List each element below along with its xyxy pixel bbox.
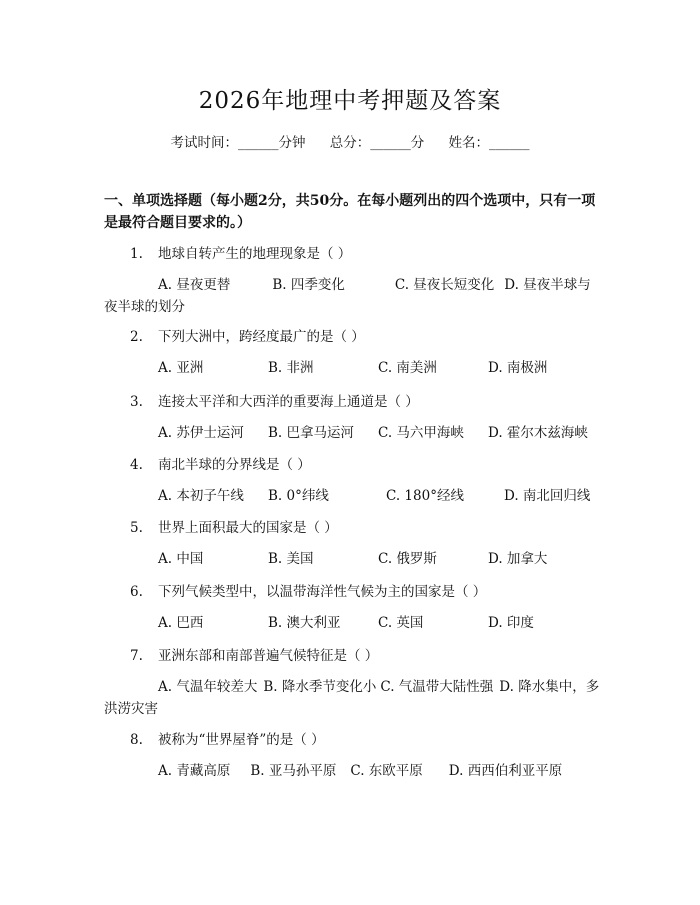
options-7 bbox=[104, 676, 600, 720]
option-b: B. 巴拿马运河 bbox=[268, 425, 355, 441]
question-4 bbox=[130, 455, 600, 475]
question-number: 3. bbox=[130, 394, 143, 410]
option-c: C. 英国 bbox=[378, 615, 424, 631]
option-a: A. 亚洲 bbox=[158, 360, 204, 376]
option-d: D. 霍尔木兹海峡 bbox=[488, 425, 588, 441]
question-text: 亚洲东部和南部普遍气候特征是（ ） bbox=[158, 648, 379, 664]
question-number: 7. bbox=[130, 648, 143, 664]
student-name: 姓名：______ bbox=[448, 135, 530, 151]
option-a: A. 青藏高原 bbox=[158, 763, 231, 779]
option-c: C. 俄罗斯 bbox=[378, 551, 437, 567]
question-text: 世界上面积最大的国家是（ ） bbox=[158, 520, 338, 536]
question-5 bbox=[130, 518, 600, 538]
option-b: B. 澳大利亚 bbox=[268, 615, 341, 631]
option-b: B. 美国 bbox=[268, 551, 314, 567]
option-a: A. 气温年较差大 bbox=[158, 679, 258, 695]
question-2 bbox=[130, 327, 600, 347]
options-8 bbox=[104, 760, 600, 782]
question-7 bbox=[130, 646, 600, 666]
options-5 bbox=[104, 548, 600, 570]
section-heading: 一、单项选择题（每小题2分，共50分。在每小题列出的四个选项中，只有一项是最符合题目要求的。） bbox=[104, 193, 596, 231]
options-6 bbox=[104, 612, 600, 634]
page-title: 2026年地理中考押题及答案 bbox=[198, 88, 502, 114]
exam-score: 总分：______分 bbox=[329, 135, 425, 151]
question-3 bbox=[130, 392, 600, 412]
option-b: B. 0°纬线 bbox=[268, 488, 329, 504]
question-text: 被称为“世界屋脊”的是（ ） bbox=[158, 732, 325, 748]
question-number: 1. bbox=[130, 246, 143, 262]
exam-info bbox=[0, 131, 700, 151]
option-b: B. 亚马孙平原 bbox=[250, 763, 337, 779]
option-d: D. 南北回归线 bbox=[504, 488, 591, 504]
options-4 bbox=[104, 485, 600, 507]
question-6 bbox=[130, 582, 600, 602]
question-number: 4. bbox=[130, 457, 143, 473]
options-2 bbox=[104, 357, 600, 379]
option-b: B. 非洲 bbox=[268, 360, 314, 376]
option-c: C. 180°经线 bbox=[386, 488, 464, 504]
option-c: C. 气温带大陆性强 bbox=[380, 679, 494, 695]
question-text: 南北半球的分界线是（ ） bbox=[158, 457, 311, 473]
question-text: 连接太平洋和大西洋的重要海上通道是（ ） bbox=[158, 394, 419, 410]
question-number: 8. bbox=[130, 732, 143, 748]
option-b: B. 降水季节变化小 bbox=[263, 679, 377, 695]
question-text: 下列气候类型中，以温带海洋性气候为主的国家是（ ） bbox=[158, 584, 487, 600]
options-1 bbox=[104, 274, 600, 318]
question-text: 地球自转产生的地理现象是（ ） bbox=[158, 246, 352, 262]
options-3 bbox=[104, 422, 600, 444]
option-d: D. 西西伯利亚平原 bbox=[448, 763, 563, 779]
question-text: 下列大洲中，跨经度最广的是（ ） bbox=[158, 329, 365, 345]
question-8 bbox=[130, 730, 600, 750]
question-number: 5. bbox=[130, 520, 143, 536]
option-a: A. 昼夜更替 bbox=[158, 277, 231, 293]
option-c: C. 马六甲海峡 bbox=[378, 425, 464, 441]
question-1 bbox=[130, 244, 600, 264]
option-c: C. 东欧平原 bbox=[350, 763, 423, 779]
option-d: D. 降水集中，多洪涝灾害 bbox=[104, 679, 600, 717]
option-c: C. 昼夜长短变化 bbox=[394, 277, 495, 293]
option-c: C. 南美洲 bbox=[378, 360, 437, 376]
option-a: A. 本初子午线 bbox=[158, 488, 244, 504]
question-number: 6. bbox=[130, 584, 143, 600]
option-d: D. 印度 bbox=[488, 615, 534, 631]
option-a: A. 中国 bbox=[158, 551, 204, 567]
exam-time: 考试时间：______分钟 bbox=[170, 135, 306, 151]
option-b: B. 四季变化 bbox=[272, 277, 345, 293]
option-a: A. 巴西 bbox=[158, 615, 204, 631]
question-number: 2. bbox=[130, 329, 143, 345]
option-d: D. 加拿大 bbox=[488, 551, 548, 567]
option-d: D. 南极洲 bbox=[488, 360, 548, 376]
option-d: D. 昼夜半球与夜半球的划分 bbox=[104, 277, 591, 315]
option-a: A. 苏伊士运河 bbox=[158, 425, 244, 441]
